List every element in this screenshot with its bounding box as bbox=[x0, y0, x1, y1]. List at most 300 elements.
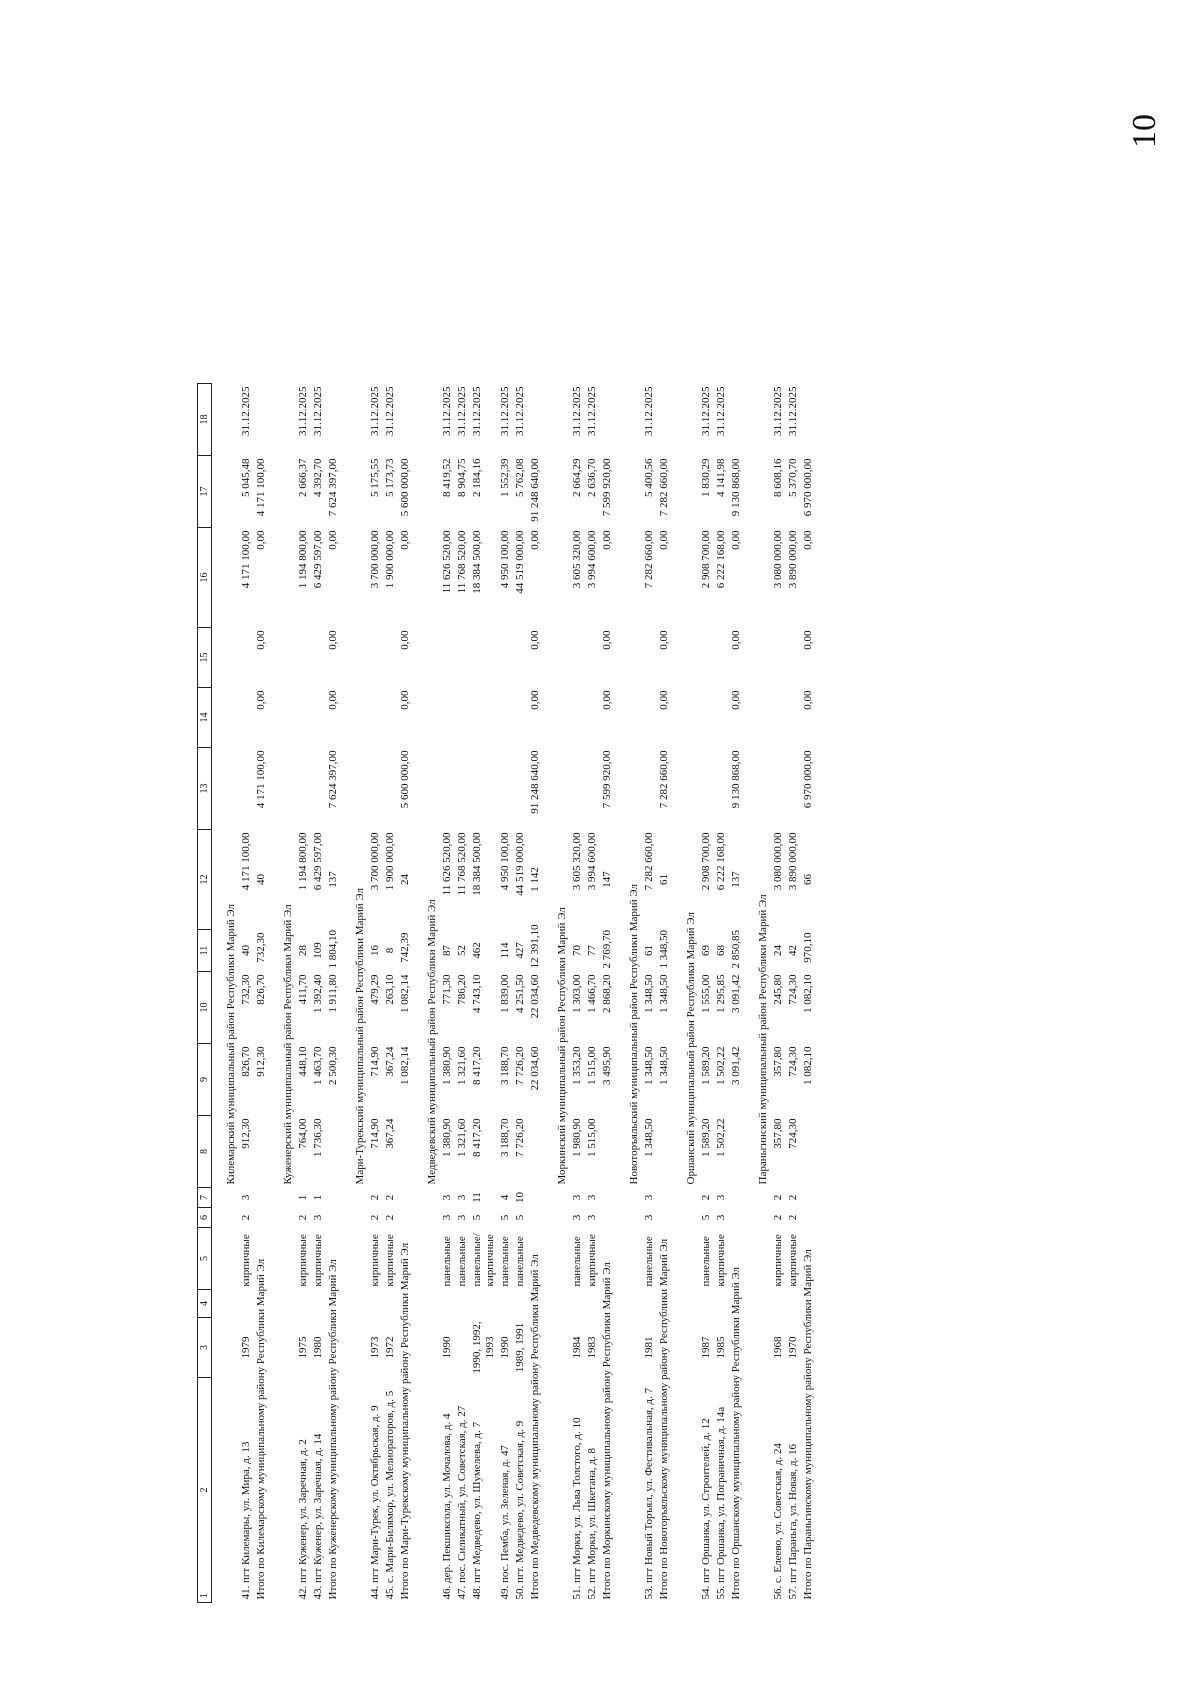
cell-c6: 2 bbox=[384, 1214, 396, 1221]
empty-cell bbox=[353, 1378, 368, 1603]
district-total-row bbox=[600, 113, 615, 1603]
total-c14: 0,00 bbox=[802, 630, 814, 650]
empty-cell bbox=[326, 1116, 341, 1188]
cell-c16: 1 900 000,00 bbox=[384, 530, 396, 589]
total-c15: 0,00 bbox=[802, 530, 814, 550]
total-c15: 0,00 bbox=[255, 530, 267, 550]
cell-c15 bbox=[368, 628, 383, 688]
cell-c8: 764,00 bbox=[297, 1118, 309, 1149]
cell-c2: 55. пгт Оршанка, ул. Пограничная, д. 14а bbox=[715, 1406, 727, 1600]
cell-c13 bbox=[383, 748, 398, 830]
empty-cell bbox=[425, 1208, 440, 1228]
cell-c2: 54. пгт Оршанка, ул. Строителей, д. 12 bbox=[700, 1418, 712, 1600]
cell-c10: 479,29 bbox=[369, 974, 381, 1005]
empty-cell bbox=[627, 628, 642, 688]
cell-c6: 3 bbox=[715, 1214, 727, 1221]
cell-c12: 3 605 320,00 bbox=[571, 832, 583, 891]
empty-cell bbox=[555, 748, 570, 830]
cell-c2: 47. пос. Силикатный, ул. Советская, д. 27 bbox=[456, 1405, 468, 1600]
empty-cell bbox=[756, 748, 771, 830]
cell-c5: кирпичные bbox=[586, 1234, 598, 1287]
cell-c6: 2 bbox=[787, 1214, 799, 1221]
cell-c3: 1990, 1992, 1993 bbox=[471, 1321, 496, 1374]
empty-cell bbox=[684, 1378, 699, 1603]
table-row bbox=[570, 113, 585, 1603]
cell-c17: 5 045,48 bbox=[240, 458, 252, 497]
empty-cell bbox=[254, 113, 269, 384]
empty-cell bbox=[756, 1378, 771, 1603]
cell-c8: 1 515,00 bbox=[586, 1118, 598, 1157]
cell-c5: кирпичные bbox=[369, 1234, 381, 1287]
total-c13: 0,00 bbox=[399, 690, 411, 710]
cell-c3: 1990 bbox=[441, 1336, 453, 1359]
empty-cell bbox=[425, 456, 440, 528]
cell-c11: 77 bbox=[586, 945, 598, 956]
cell-c7: 1 bbox=[297, 1194, 309, 1201]
total-c12: 5 600 000,00 bbox=[399, 750, 411, 809]
cell-c8: 1 980,90 bbox=[571, 1118, 583, 1157]
cell-c5: панельные bbox=[571, 1236, 583, 1287]
total-c13: 0,00 bbox=[327, 690, 339, 710]
spacer-cell bbox=[413, 384, 425, 1603]
district-total-row bbox=[398, 113, 413, 1603]
empty-cell bbox=[555, 688, 570, 748]
empty-cell bbox=[353, 1290, 368, 1318]
total-c16: 91 248 640,00 bbox=[529, 458, 541, 522]
cell-c7: 3 bbox=[715, 1194, 727, 1201]
cell-c16: 3 890 000,00 bbox=[787, 530, 799, 589]
cell-c3: 1979 bbox=[240, 1336, 252, 1359]
cell-c18: 31.12.2025 bbox=[240, 386, 252, 436]
empty-cell bbox=[254, 1116, 269, 1188]
total-c14: 0,00 bbox=[658, 630, 670, 650]
cell-c18: 31.12.2025 bbox=[441, 386, 453, 436]
table-row bbox=[642, 113, 657, 1603]
empty-cell bbox=[254, 384, 269, 456]
cell-c9: 448,10 bbox=[297, 1046, 309, 1077]
cell-c17: 1 552,39 bbox=[499, 458, 511, 497]
district-total-row bbox=[801, 113, 816, 1603]
table-row bbox=[296, 113, 311, 1603]
column-header-5: 5 bbox=[198, 1228, 212, 1290]
empty-cell bbox=[684, 384, 699, 456]
total-c10: 2 850,85 bbox=[730, 930, 742, 969]
column-number-row bbox=[198, 113, 212, 1603]
cell-c14 bbox=[699, 688, 714, 748]
cell-c3: 1972 bbox=[384, 1336, 396, 1359]
cell-c13 bbox=[470, 748, 498, 830]
cell-c14 bbox=[455, 688, 470, 748]
cell-c14 bbox=[771, 688, 786, 748]
empty-cell bbox=[281, 748, 296, 830]
empty-cell bbox=[281, 456, 296, 528]
cell-c16: 6 429 597,00 bbox=[312, 530, 324, 589]
cell-c17: 8 608,16 bbox=[772, 458, 784, 497]
cell-c14 bbox=[714, 688, 729, 748]
table-row bbox=[368, 113, 383, 1603]
cell-c7: 2 bbox=[787, 1194, 799, 1201]
cell-c5: кирпичные bbox=[787, 1234, 799, 1287]
cell-c12: 2 908 700,00 bbox=[700, 832, 712, 891]
cell-c18: 31.12.2025 bbox=[369, 386, 381, 436]
empty-cell bbox=[756, 1188, 771, 1208]
empty-cell bbox=[224, 1290, 239, 1318]
cell-c5: панельные/ кирпичные bbox=[471, 1233, 496, 1287]
cell-c5: панельные bbox=[643, 1236, 655, 1287]
cell-c14 bbox=[498, 688, 513, 748]
table-row bbox=[440, 113, 455, 1603]
empty-cell bbox=[756, 384, 771, 456]
column-header-7: 7 bbox=[198, 1188, 212, 1208]
total-c13: 0,00 bbox=[255, 690, 267, 710]
cell-c10: 4 251,50 bbox=[514, 974, 526, 1013]
cell-c16: 6 222 168,00 bbox=[715, 530, 727, 589]
total-c10: 732,30 bbox=[255, 932, 267, 963]
empty-cell bbox=[425, 528, 440, 628]
empty-cell bbox=[425, 688, 440, 748]
total-c16: 7 624 397,00 bbox=[327, 458, 339, 517]
cell-c4 bbox=[498, 1290, 513, 1318]
cell-c11: 8 bbox=[384, 947, 396, 954]
cell-c2: 49. пос. Пемба, ул. Зеленая, д. 47 bbox=[499, 1444, 511, 1600]
empty-cell bbox=[627, 456, 642, 528]
total-c11: 61 bbox=[658, 874, 670, 885]
cell-c7: 2 bbox=[384, 1194, 396, 1201]
cell-c15 bbox=[585, 628, 600, 688]
empty-cell bbox=[425, 1378, 440, 1603]
cell-c3: 1980 bbox=[312, 1336, 324, 1359]
cell-c16: 18 384 500,00 bbox=[471, 530, 483, 594]
empty-cell bbox=[353, 1188, 368, 1208]
cell-c13 bbox=[585, 748, 600, 830]
cell-c7: 3 bbox=[571, 1194, 583, 1201]
cell-c16: 3 080 000,00 bbox=[772, 530, 784, 589]
cell-c8: 1 736,30 bbox=[312, 1118, 324, 1157]
cell-c18: 31.12.2025 bbox=[586, 386, 598, 436]
column-header-10: 10 bbox=[198, 972, 212, 1044]
cell-c13 bbox=[570, 748, 585, 830]
cell-c3 bbox=[455, 1318, 470, 1378]
cell-c18: 31.12.2025 bbox=[700, 386, 712, 436]
total-c12: 7 282 660,00 bbox=[658, 750, 670, 809]
cell-c4 bbox=[311, 1290, 326, 1318]
cell-c12: 11 768 520,00 bbox=[456, 832, 468, 896]
total-c9: 1 082,10 bbox=[802, 974, 814, 1013]
cell-c6: 2 bbox=[772, 1214, 784, 1221]
empty-cell bbox=[756, 1228, 771, 1290]
cell-c7: 3 bbox=[643, 1194, 655, 1201]
empty-cell bbox=[600, 384, 615, 456]
cell-c15 bbox=[296, 628, 311, 688]
empty-cell bbox=[657, 1116, 672, 1188]
cell-c6: 3 bbox=[643, 1214, 655, 1221]
rotated-table-container bbox=[197, 113, 1200, 1603]
column-header-15: 15 bbox=[198, 628, 212, 688]
empty-cell bbox=[224, 1188, 239, 1208]
total-c13: 0,00 bbox=[601, 690, 613, 710]
empty-cell bbox=[528, 1116, 543, 1188]
cell-c8: 8 417,20 bbox=[471, 1118, 483, 1157]
cell-c10: 1 466,70 bbox=[586, 974, 598, 1013]
cell-c6: 2 bbox=[369, 1214, 381, 1221]
table-row bbox=[383, 113, 398, 1603]
cell-c5: кирпичные bbox=[384, 1234, 396, 1287]
total-c16: 7 599 920,00 bbox=[601, 458, 613, 517]
cell-c9: 714,90 bbox=[369, 1046, 381, 1077]
cell-c11: 109 bbox=[312, 942, 324, 959]
cell-c18: 31.12.2025 bbox=[643, 386, 655, 436]
total-c9: 826,70 bbox=[255, 974, 267, 1005]
total-c11: 137 bbox=[327, 871, 339, 888]
cell-c3: 1985 bbox=[715, 1336, 727, 1359]
cell-c12: 11 626 520,00 bbox=[441, 832, 453, 896]
cell-c15 bbox=[771, 628, 786, 688]
empty-cell bbox=[425, 1318, 440, 1378]
cell-c14 bbox=[570, 688, 585, 748]
cell-c4 bbox=[642, 1290, 657, 1318]
column-header-17: 17 bbox=[198, 456, 212, 528]
cell-c18: 31.12.2025 bbox=[715, 386, 727, 436]
cell-c15 bbox=[570, 628, 585, 688]
cell-c15 bbox=[239, 628, 254, 688]
total-c14: 0,00 bbox=[730, 630, 742, 650]
cell-c14 bbox=[311, 688, 326, 748]
district-total-label: Итого по Оршанскому муниципальному району Республики Марий Эл bbox=[730, 1267, 742, 1600]
cell-c14 bbox=[440, 688, 455, 748]
empty-cell bbox=[657, 113, 672, 384]
cell-c7: 2 bbox=[700, 1194, 712, 1201]
district-total-label: Итого по Новоторъяльскому муниципальному району Республики Марий Эл bbox=[658, 1238, 670, 1600]
column-header-13: 13 bbox=[198, 748, 212, 830]
cell-c14 bbox=[642, 688, 657, 748]
cell-c12: 6 222 168,00 bbox=[715, 832, 727, 891]
empty-cell bbox=[555, 528, 570, 628]
empty-cell bbox=[398, 384, 413, 456]
cell-c8: 724,30 bbox=[787, 1118, 799, 1149]
cell-c15 bbox=[699, 628, 714, 688]
cell-c13 bbox=[440, 748, 455, 830]
district-total-label: Итого по Килемарскому муниципальному району Республики Марий Эл bbox=[255, 1258, 267, 1600]
total-c15: 0,00 bbox=[327, 530, 339, 550]
total-c8: 912,30 bbox=[255, 1046, 267, 1077]
table-row bbox=[311, 113, 326, 1603]
total-c16: 9 130 868,00 bbox=[730, 458, 742, 517]
cell-c4 bbox=[771, 1290, 786, 1318]
spacer-cell bbox=[543, 384, 555, 1603]
empty-cell bbox=[224, 748, 239, 830]
cell-c13 bbox=[786, 748, 801, 830]
table-row bbox=[470, 113, 498, 1603]
total-c12: 4 171 100,00 bbox=[255, 750, 267, 809]
empty-cell bbox=[627, 1378, 642, 1603]
cell-c13 bbox=[771, 748, 786, 830]
cell-c14 bbox=[296, 688, 311, 748]
cell-c6: 5 bbox=[471, 1214, 483, 1221]
empty-cell bbox=[224, 384, 239, 456]
cell-c14 bbox=[239, 688, 254, 748]
empty-cell bbox=[756, 1318, 771, 1378]
district-heading: Моркинский муниципальный район Республики Марий Эл bbox=[556, 907, 568, 1185]
cell-c16: 3 700 000,00 bbox=[369, 530, 381, 589]
district-total-label: Итого по Мари-Турекскому муниципальному району Республики Марий Эл bbox=[399, 1242, 411, 1600]
cell-c16: 3 994 600,00 bbox=[586, 530, 598, 589]
empty-cell bbox=[801, 384, 816, 456]
column-header-12: 12 bbox=[198, 830, 212, 930]
total-c11: 40 bbox=[255, 874, 267, 885]
cell-c5: кирпичные bbox=[715, 1234, 727, 1287]
empty-cell bbox=[224, 1228, 239, 1290]
empty-cell bbox=[627, 1318, 642, 1378]
total-c14: 0,00 bbox=[399, 630, 411, 650]
district-heading: Куженерский муниципальный район Республики Марий Эл bbox=[282, 904, 294, 1185]
cell-c2: 52. пгт Морки, ул. Шкетана, д. 8 bbox=[586, 1448, 598, 1600]
cell-c18: 31.12.2025 bbox=[571, 386, 583, 436]
empty-cell bbox=[224, 528, 239, 628]
empty-cell bbox=[425, 384, 440, 456]
cell-c14 bbox=[368, 688, 383, 748]
empty-cell bbox=[425, 628, 440, 688]
column-header-16: 16 bbox=[198, 528, 212, 628]
total-c8: 1 082,14 bbox=[399, 1046, 411, 1085]
empty-cell bbox=[555, 456, 570, 528]
cell-c2: 43. пгт Куженер, ул. Заречная, д. 14 bbox=[312, 1433, 324, 1600]
empty-cell bbox=[224, 688, 239, 748]
empty-cell bbox=[281, 1228, 296, 1290]
column-header-8: 8 bbox=[198, 1116, 212, 1188]
cell-c2: 56. с. Елеево, ул. Советская, д. 24 bbox=[772, 1443, 784, 1600]
empty-cell bbox=[281, 384, 296, 456]
empty-cell bbox=[684, 1228, 699, 1290]
empty-cell bbox=[627, 688, 642, 748]
cell-c14 bbox=[470, 688, 498, 748]
cell-c8: 1 321,60 bbox=[456, 1118, 468, 1157]
cell-c3: 1983 bbox=[586, 1336, 598, 1359]
total-c9: 1 911,80 bbox=[327, 974, 339, 1013]
cell-c3: 1989, 1991 bbox=[514, 1322, 526, 1373]
cell-c18: 31.12.2025 bbox=[384, 386, 396, 436]
cell-c4 bbox=[239, 1290, 254, 1318]
cell-c7: 10 bbox=[514, 1192, 526, 1203]
cell-c15 bbox=[455, 628, 470, 688]
empty-cell bbox=[555, 1188, 570, 1208]
total-c15: 0,00 bbox=[601, 530, 613, 550]
empty-cell bbox=[684, 1208, 699, 1228]
cell-c7: 3 bbox=[441, 1194, 453, 1201]
cell-c9: 367,24 bbox=[384, 1046, 396, 1077]
district-total-label: Итого по Медведевскому муниципальному району Республики Марий Эл bbox=[529, 1254, 541, 1600]
total-c9: 2 868,20 bbox=[601, 974, 613, 1013]
cell-c11: 462 bbox=[471, 942, 483, 959]
empty-cell bbox=[555, 1290, 570, 1318]
empty-cell bbox=[801, 1116, 816, 1188]
cell-c18: 31.12.2025 bbox=[514, 386, 526, 436]
cell-c15 bbox=[714, 628, 729, 688]
table-row bbox=[498, 113, 513, 1603]
total-c8: 1 348,50 bbox=[658, 1046, 670, 1085]
cell-c18: 31.12.2025 bbox=[471, 386, 483, 436]
spacer-cell bbox=[212, 384, 225, 1603]
cell-c15 bbox=[383, 628, 398, 688]
empty-cell bbox=[528, 113, 543, 384]
cell-c3: 1968 bbox=[772, 1336, 784, 1359]
district-heading: Параньгинский муниципальный район Республики Марий Эл bbox=[757, 894, 769, 1185]
empty-cell bbox=[600, 1116, 615, 1188]
district-heading-row bbox=[353, 113, 368, 1603]
cell-c9: 1 353,20 bbox=[571, 1046, 583, 1085]
empty-cell bbox=[224, 456, 239, 528]
empty-cell bbox=[627, 1290, 642, 1318]
total-c8: 1 082,10 bbox=[802, 1046, 814, 1085]
total-c10: 1 804,10 bbox=[327, 930, 339, 969]
total-c14: 0,00 bbox=[255, 630, 267, 650]
table-row bbox=[771, 113, 786, 1603]
cell-c10: 771,30 bbox=[441, 974, 453, 1005]
district-heading: Оршанский муниципальный район Республики Марий Эл bbox=[685, 912, 697, 1185]
cell-c10: 245,80 bbox=[772, 974, 784, 1005]
total-c15: 0,00 bbox=[730, 530, 742, 550]
cell-c12: 4 171 100,00 bbox=[240, 832, 252, 891]
empty-cell bbox=[353, 748, 368, 830]
total-c11: 147 bbox=[601, 871, 613, 888]
cell-c4 bbox=[585, 1290, 600, 1318]
cell-c13 bbox=[368, 748, 383, 830]
cell-c5: панельные bbox=[499, 1236, 511, 1287]
district-heading-row bbox=[281, 113, 296, 1603]
cell-c10: 1 392,40 bbox=[312, 974, 324, 1013]
cell-c17: 4 392,70 bbox=[312, 458, 324, 497]
cell-c14 bbox=[513, 688, 528, 748]
spacer-cell bbox=[744, 384, 756, 1603]
empty-cell bbox=[756, 1290, 771, 1318]
cell-c15 bbox=[311, 628, 326, 688]
spacer-row bbox=[744, 113, 756, 1603]
empty-cell bbox=[281, 1290, 296, 1318]
district-heading-row bbox=[425, 113, 440, 1603]
spacer-row bbox=[341, 113, 353, 1603]
cell-c12: 1 900 000,00 bbox=[384, 832, 396, 891]
cell-c14 bbox=[383, 688, 398, 748]
empty-cell bbox=[756, 456, 771, 528]
cell-c5: панельные bbox=[441, 1236, 453, 1287]
district-heading: Килемарский муниципальный район Республики Марий Эл bbox=[225, 903, 237, 1185]
spacer-row bbox=[672, 113, 684, 1603]
cell-c16: 2 908 700,00 bbox=[700, 530, 712, 589]
empty-cell bbox=[281, 1378, 296, 1603]
cell-c15 bbox=[498, 628, 513, 688]
total-c8: 22 034,60 bbox=[529, 1046, 541, 1091]
cell-c12: 3 080 000,00 bbox=[772, 832, 784, 891]
cell-c7: 3 bbox=[586, 1194, 598, 1201]
table-row bbox=[455, 113, 470, 1603]
total-c13: 0,00 bbox=[730, 690, 742, 710]
cell-c2: 45. с. Мари-Билямор, ул. Мелиораторов, д. 5 bbox=[384, 1390, 396, 1600]
empty-cell bbox=[684, 528, 699, 628]
total-c10: 2 769,70 bbox=[601, 930, 613, 969]
empty-cell bbox=[555, 384, 570, 456]
empty-cell bbox=[281, 688, 296, 748]
column-header-2: 2 bbox=[199, 1487, 210, 1493]
table-row bbox=[714, 113, 729, 1603]
empty-cell bbox=[353, 628, 368, 688]
cell-c3: 1984 bbox=[571, 1336, 583, 1359]
cell-c3: 1987 bbox=[700, 1336, 712, 1359]
cell-c4 bbox=[383, 1290, 398, 1318]
total-c10: 742,39 bbox=[399, 932, 411, 963]
total-c9: 3 091,42 bbox=[730, 974, 742, 1013]
column-header-9: 9 bbox=[198, 1044, 212, 1116]
cell-c10: 1 303,00 bbox=[571, 974, 583, 1013]
cell-c2: 48. пгт Медведево, ул. Шумелева, д. 7 bbox=[471, 1421, 483, 1600]
